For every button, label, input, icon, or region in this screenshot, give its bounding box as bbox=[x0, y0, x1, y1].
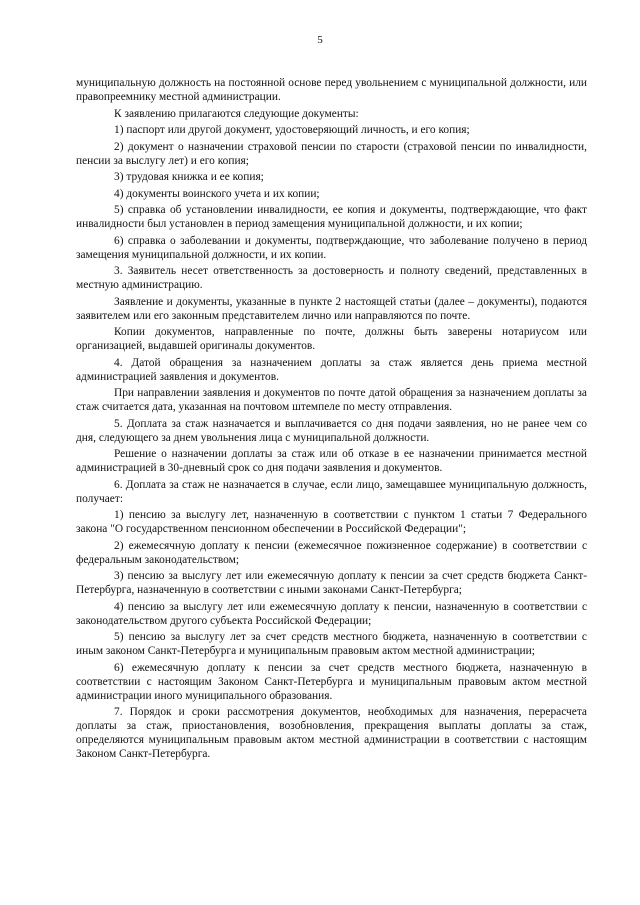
paragraph: 6. Доплата за стаж не назначается в случае, если лицо, замещавшее муниципальную должность, получает: bbox=[76, 478, 587, 505]
paragraph: 1) паспорт или другой документ, удостоверяющий личность, и его копия; bbox=[114, 124, 470, 136]
paragraph: 6) справка о заболевании и документы, подтверждающие, что заболевание получено в период замещения муниципальной должности, и их копии. bbox=[76, 234, 587, 261]
paragraph: 6) ежемесячную доплату к пенсии за счет средств местного бюджета, назначенную в соответствии с настоящим Законом Санкт-Петербурга и муниципальным правовым актом местной администрации иного муниципального образования. bbox=[76, 661, 587, 702]
paragraph: Копии документов, направленные по почте, должны быть заверены нотариусом или организацией, выдавшей оригиналы документов. bbox=[76, 326, 587, 352]
paragraph: 2) документ о назначении страховой пенсии по старости (страховой пенсии по инвалидности, пенсии за выслугу лет) и его копия; bbox=[76, 140, 587, 167]
paragraph: 5) пенсию за выслугу лет за счет средств местного бюджета, назначенную в соответствии с иным законом Санкт-Петербурга и муниципальным правовым актом местной администрации; bbox=[76, 631, 587, 657]
paragraph: 3) трудовая книжка и ее копия; bbox=[114, 171, 264, 183]
paragraph: К заявлению прилагаются следующие документы: bbox=[114, 107, 359, 120]
paragraph: 5. Доплата за стаж назначается и выплачивается со дня подачи заявления, но не ранее чем со дня, следующего за днем увольнения лица с муниципальной должности. bbox=[76, 417, 587, 444]
paragraph: 4. Датой обращения за назначением доплаты за стаж является день приема местной администрацией заявления и документов. bbox=[76, 356, 587, 383]
paragraph: Заявление и документы, указанные в пункте 2 настоящей статьи (далее – документы), подаются заявителем или его законным представителем лично или направляются по почте. bbox=[76, 295, 587, 322]
page-number: 5 bbox=[317, 34, 323, 46]
paragraph: При направлении заявления и документов по почте датой обращения за назначением доплаты за стаж считается дата, указанная на почтовом штемпеле по месту отправления. bbox=[76, 387, 587, 413]
document-body bbox=[76, 76, 587, 764]
paragraph: 3) пенсию за выслугу лет или ежемесячную доплату к пенсии за счет средств бюджета Санкт-Петербурга, назначенную в соответствии с иными законами Санкт-Петербурга; bbox=[76, 570, 587, 596]
paragraph: 5) справка об установлении инвалидности, ее копия и документы, подтверждающие, что факт инвалидности был установлен в период замещения муниципальной должности, и их копии; bbox=[76, 204, 587, 230]
paragraph: муниципальную должность на постоянной основе перед увольнением с муниципальной должности, или правопреемнику местной администрации. bbox=[76, 77, 587, 103]
paragraph: 1) пенсию за выслугу лет, назначенную в соответствии с пунктом 1 статьи 7 Федерального закона "О государственном пенсионном обеспечении в Российской Федерации"; bbox=[76, 509, 587, 535]
paragraph: Решение о назначении доплаты за стаж или об отказе в ее назначении принимается местной администрацией в 30-дневный срок со дня подачи заявления и документов. bbox=[76, 448, 587, 474]
paragraph: 3. Заявитель несет ответственность за достоверность и полноту сведений, представленных в местную администрацию. bbox=[76, 265, 587, 291]
paragraph: 2) ежемесячную доплату к пенсии (ежемесячное пожизненное содержание) в соответствии с федеральным законодательством; bbox=[76, 539, 587, 566]
paragraph: 4) документы воинского учета и их копии; bbox=[114, 187, 320, 200]
paragraph: 4) пенсию за выслугу лет или ежемесячную доплату к пенсии, назначенную в соответствии с законодательством другого субъекта Российской Федерации; bbox=[76, 600, 587, 627]
paragraph: 7. Порядок и сроки рассмотрения документов, необходимых для назначения, перерасчета доплаты за стаж, приостановления, возобновления, прекращения выплаты доплаты за стаж, определяются муниципальным правовым актом местной администрации в соответствии с настоящим Законом Санкт-Петербурга. bbox=[76, 706, 587, 760]
